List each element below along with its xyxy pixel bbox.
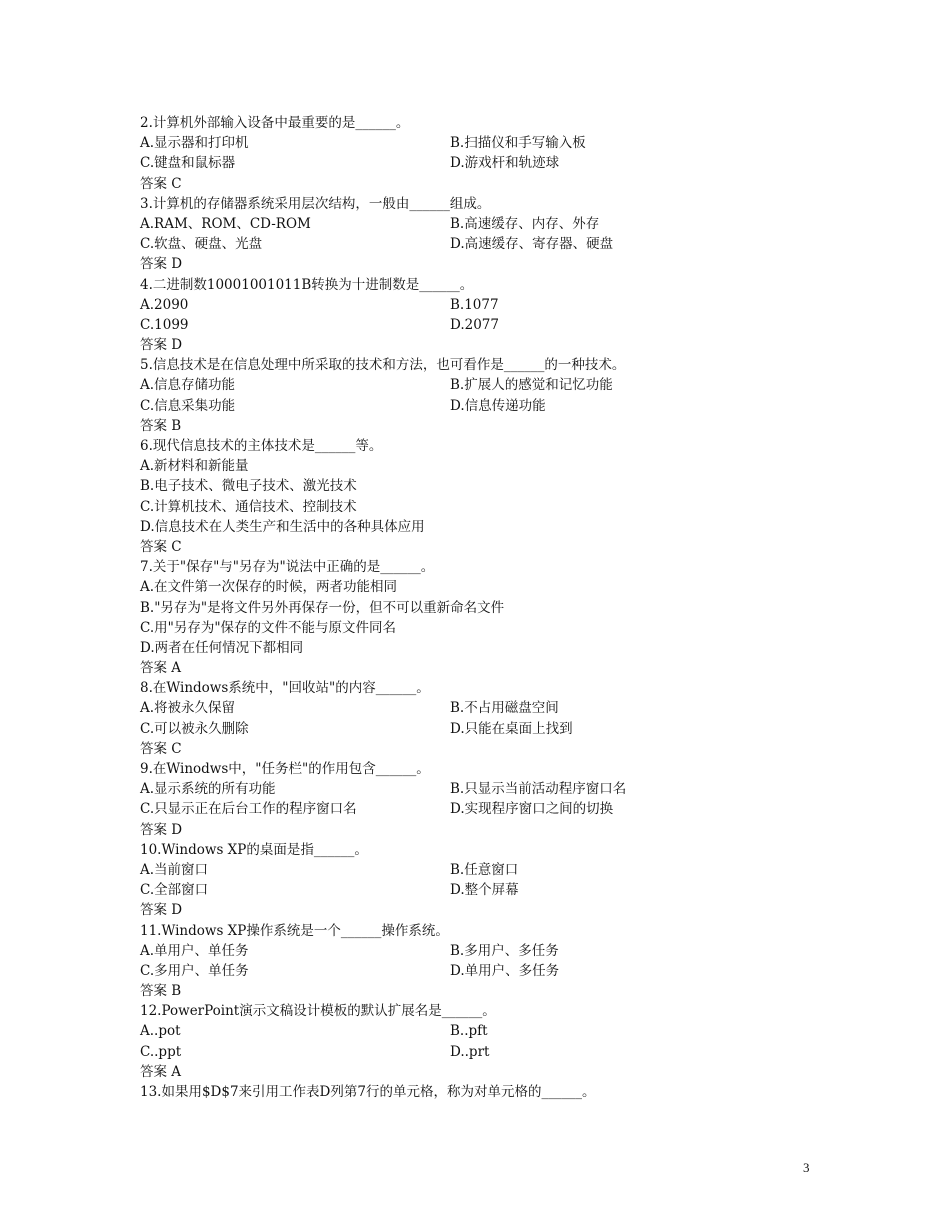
option-text: A.RAM、ROM、CD-ROM [140, 215, 311, 232]
option-text: D.2077 [450, 316, 499, 333]
option-text: C.可以被永久删除 [140, 720, 249, 737]
answer-text: 答案 D [140, 821, 183, 838]
answer-text: 答案 A [140, 660, 182, 677]
option-text: D.高速缓存、寄存器、硬盘 [450, 236, 614, 253]
answer-text: 答案 B [140, 417, 182, 434]
question-text: 12.PowerPoint演示文稿设计模板的默认扩展名是______。 [140, 1003, 496, 1020]
answer-text: 答案 D [140, 902, 183, 919]
option-text: A..pot [140, 1023, 181, 1040]
answer-text: 答案 A [140, 1063, 182, 1080]
option-row [140, 315, 840, 335]
option-text: C.全部窗口 [140, 882, 209, 899]
question-text: 10.Windows XP的桌面是指______。 [140, 841, 368, 858]
option-text: A.信息存储功能 [140, 377, 236, 394]
option-row [140, 880, 840, 900]
option-row [140, 214, 840, 234]
option-text: B.只显示当前活动程序窗口名 [450, 781, 627, 798]
option-text: B.不占用磁盘空间 [450, 700, 559, 717]
option-text: B."另存为"是将文件另外再保存一份，但不可以重新命名文件 [140, 599, 505, 616]
option-text: C.多用户、单任务 [140, 962, 249, 979]
option-text: C.1099 [140, 316, 189, 333]
option-row [140, 860, 840, 880]
option-row [140, 799, 840, 819]
answer-text: 答案 D [140, 337, 183, 354]
option-row [140, 396, 840, 416]
option-row [140, 779, 840, 799]
option-row [140, 1042, 840, 1062]
option-row [140, 375, 840, 395]
option-text: B.高速缓存、内存、外存 [450, 215, 600, 232]
page-number: 3 [803, 1160, 810, 1175]
option-row [140, 153, 840, 173]
option-text: C.计算机技术、通信技术、控制技术 [140, 498, 357, 515]
answer-text: 答案 D [140, 256, 183, 273]
question-text: 7.关于"保存"与"另存为"说法中正确的是______。 [140, 559, 435, 576]
option-text: B.电子技术、微电子技术、激光技术 [140, 478, 357, 495]
option-text: B.多用户、多任务 [450, 942, 559, 959]
option-text: A.显示系统的所有功能 [140, 781, 276, 798]
answer-text: 答案 C [140, 740, 182, 757]
option-text: A.新材料和新能量 [140, 458, 249, 475]
option-text: C.键盘和鼠标器 [140, 155, 236, 172]
question-text: 2.计算机外部输入设备中最重要的是______。 [140, 115, 410, 131]
question-text: 8.在Windows系统中，"回收站"的内容______。 [140, 680, 430, 697]
option-text: D..prt [450, 1043, 490, 1060]
option-text: C..ppt [140, 1043, 182, 1060]
option-text: D.游戏杆和轨迹球 [450, 155, 560, 172]
question-text: 3.计算机的存储器系统采用层次结构，一般由______组成。 [140, 195, 491, 212]
option-text: B.1077 [450, 296, 499, 313]
option-text: B..pft [450, 1023, 488, 1040]
option-row [140, 234, 840, 254]
option-text: C.只显示正在后台工作的程序窗口名 [140, 801, 357, 818]
option-text: A.单用户、单任务 [140, 942, 249, 959]
option-text: C.信息采集功能 [140, 397, 236, 414]
question-text: 6.现代信息技术的主体技术是______等。 [140, 438, 383, 454]
question-list [140, 113, 840, 1102]
option-row [140, 698, 840, 718]
answer-text: 答案 B [140, 983, 182, 1000]
option-row [140, 133, 840, 153]
option-text: D.只能在桌面上找到 [450, 720, 573, 737]
option-text: D.信息技术在人类生产和生活中的各种具体应用 [140, 518, 425, 535]
option-text: B.扩展人的感觉和记忆功能 [450, 377, 613, 394]
question-text: 5.信息技术是在信息处理中所采取的技术和方法，也可看作是______的一种技术。 [140, 357, 626, 374]
option-text: B.扫描仪和手写输入板 [450, 135, 586, 152]
option-row [140, 719, 840, 739]
option-text: D.单用户、多任务 [450, 962, 560, 979]
option-text: A.在文件第一次保存的时候，两者功能相同 [140, 579, 398, 596]
answer-text: 答案 C [140, 538, 182, 555]
option-text: D.两者在任何情况下都相同 [140, 639, 304, 656]
option-row [140, 1021, 840, 1041]
option-text: D.整个屏幕 [450, 882, 519, 899]
option-text: C.用"另存为"保存的文件不能与原文件同名 [140, 619, 397, 636]
option-row [140, 941, 840, 961]
option-text: A.2090 [140, 296, 189, 313]
question-text: 13.如果用$D$7来引用工作表D列第7行的单元格，称为对单元格的______。 [140, 1084, 596, 1100]
question-text: 11.Windows XP操作系统是一个______操作系统。 [140, 922, 449, 939]
option-text: A.当前窗口 [140, 861, 209, 878]
option-row [140, 961, 840, 981]
option-text: D.实现程序窗口之间的切换 [450, 801, 614, 818]
answer-text: 答案 C [140, 175, 182, 192]
option-text: A.显示器和打印机 [140, 135, 249, 152]
question-text: 9.在Winodws中，"任务栏"的作用包含______。 [140, 761, 430, 777]
question-text: 4.二进制数10001001011B转换为十进制数是______。 [140, 276, 474, 293]
option-text: D.信息传递功能 [450, 397, 546, 414]
option-text: A.将被永久保留 [140, 700, 236, 717]
option-row [140, 295, 840, 315]
option-text: B.任意窗口 [450, 861, 519, 878]
option-text: C.软盘、硬盘、光盘 [140, 236, 263, 253]
